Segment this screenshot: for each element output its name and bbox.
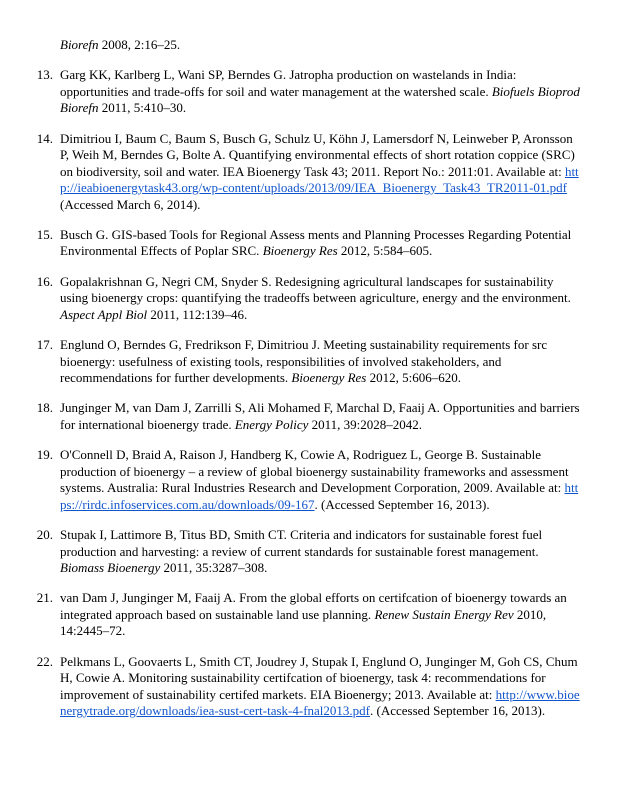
reference-link[interactable]: https://rirdc.infoservices.com.au/downloads/09-167 [60, 480, 579, 512]
reference-item [27, 400, 580, 433]
reference-text-segment: 2011, 112:139–46. [147, 306, 248, 322]
reference-text-segment: Dimitriou I, Baum C, Baum S, Busch G, Schulz U, Köhn J, Lamersdorf N, Leinweber P, Aronsson P, Weih M, Berndes G, Bolte A. Quantifying environmental effects of short rotation coppice (SRC) on biodiversity, soil and water. IEA Bioenergy Task 43; 2011. Report No.: 2011:01. Available at: [60, 130, 575, 179]
reference-text [60, 337, 547, 385]
reference-text [60, 67, 580, 115]
reference-text [60, 654, 580, 718]
reference-number: 21. [36, 590, 53, 606]
reference-item [27, 227, 580, 260]
reference-text-segment: 2012, 5:606–620. [366, 370, 461, 385]
reference-number: 19. [36, 447, 53, 463]
reference-item [27, 131, 580, 213]
reference-text-segment: Garg KK, Karlberg L, Wani SP, Berndes G. Jatropha production on wastelands in India: opportunities and trade-offs for soil and water management at the watershed scale. [60, 67, 517, 99]
reference-text-segment: 2008, 2:16–25. [98, 37, 181, 52]
reference-text-segment: Gopalakrishnan G, Negri CM, Snyder S. Redesigning agricultural landscapes for sustainability using bioenergy crops: quantifying the tradeoffs between agriculture, energy and the environment. [60, 273, 571, 306]
reference-text-segment: Stupak I, Lattimore B, Titus BD, Smith CT. Criteria and indicators for sustainable forest fuel production and harvesting: a review of current standards for sustainable forest management. [60, 527, 543, 559]
reference-text-segment: (Accessed March 6, 2014). [60, 196, 201, 212]
reference-number: 22. [36, 653, 53, 669]
reference-text-segment: 2010, 14:2445–72. [60, 606, 547, 639]
journal-name: Energy Policy [234, 416, 309, 432]
reference-item [27, 337, 580, 386]
reference-text [60, 227, 571, 258]
journal-name: Aspect Appl Biol [60, 306, 148, 322]
reference-text-segment: Busch G. GIS-based Tools for Regional Assess ments and Planning Processes Regarding Potential Environmental Effects of Poplar SRC. [60, 226, 572, 259]
reference-item [27, 447, 580, 513]
reference-text [60, 590, 567, 638]
reference-text-segment: 2011, 5:410–30. [98, 100, 187, 116]
reference-text-segment: 2011, 35:3287–308. [160, 559, 268, 575]
reference-number: 14. [36, 130, 53, 146]
reference-text-segment: Pelkmans L, Goovaerts L, Smith CT, Joudrey J, Stupak I, Englund O, Junginger M, Goh CS, Chum H, Cowie A. Monitoring sustainability certifcation of bioenergy, task 4: recommendations for improvement of sustainability certifed markets. EIA Bioenergy; 2013. Available at: [60, 653, 578, 702]
reference-text [60, 131, 579, 212]
reference-text [60, 274, 571, 322]
references-list [27, 67, 580, 719]
reference-item [27, 527, 580, 576]
reference-item [27, 654, 580, 720]
journal-name: Biorefn [60, 37, 99, 52]
reference-number: 17. [36, 337, 53, 353]
reference-number: 18. [36, 400, 53, 416]
reference-text [60, 527, 542, 575]
reference-link[interactable]: http://ieabioenergytask43.org/wp-content/uploads/2013/09/IEA_Bioenergy_Task43_TR2011-01.pdf [60, 163, 579, 196]
reference-text-segment: . (Accessed September 16, 2013). [314, 496, 490, 512]
reference-item [27, 67, 580, 116]
reference-text-segment: 2012, 5:584–605. [337, 243, 433, 259]
reference-number: 20. [36, 527, 53, 543]
journal-name: Biofuels Bioprod Biorefn [60, 83, 580, 116]
reference-text-segment: . (Accessed September 16, 2013). [369, 703, 546, 718]
reference-item [27, 274, 580, 323]
reference-number: 16. [36, 273, 53, 289]
journal-name: Biomass Bioenergy [60, 559, 161, 575]
journal-name: Bioenergy Res [291, 370, 367, 385]
reference-item [27, 590, 580, 639]
reference-link[interactable]: http://www.bioenergytrade.org/downloads/iea-sust-cert-task-4-fnal2013.pdf [60, 686, 580, 718]
reference-text [60, 447, 578, 511]
reference-text-segment: 2011, 39:2028–2042. [308, 416, 422, 432]
reference-text-segment: Junginger M, van Dam J, Zarrilli S, Ali Mohamed F, Marchal D, Faaij A. Opportunities and barriers for international bioenergy trade. [60, 400, 580, 432]
reference-continuation-line [60, 37, 580, 53]
reference-text-segment: van Dam J, Junginger M, Faaij A. From the global efforts on certifcation of bioenergy towards an integrated approach based on sustainable land use planning. [60, 590, 567, 622]
journal-name: Renew Sustain Energy Rev [374, 606, 514, 622]
references-section [27, 37, 580, 733]
reference-text-segment: Englund O, Berndes G, Fredrikson F, Dimitriou J. Meeting sustainability requirements for src bioenergy: usefulness of existing tools, responsibilities of involved stakeholders, and recommendations for further developments. [60, 337, 548, 385]
reference-text-segment: O'Connell D, Braid A, Raison J, Handberg K, Cowie A, Rodriguez L, George B. Sustainable production of bioenergy – a review of global bioenergy sustainability frameworks and assessment systems. Australia: Rural Industries Research and Development Corporation, 2009. Available at: [60, 447, 569, 496]
reference-number: 13. [36, 67, 53, 83]
journal-name: Bioenergy Res [262, 243, 338, 259]
reference-number: 15. [36, 226, 53, 242]
reference-text [60, 400, 580, 431]
